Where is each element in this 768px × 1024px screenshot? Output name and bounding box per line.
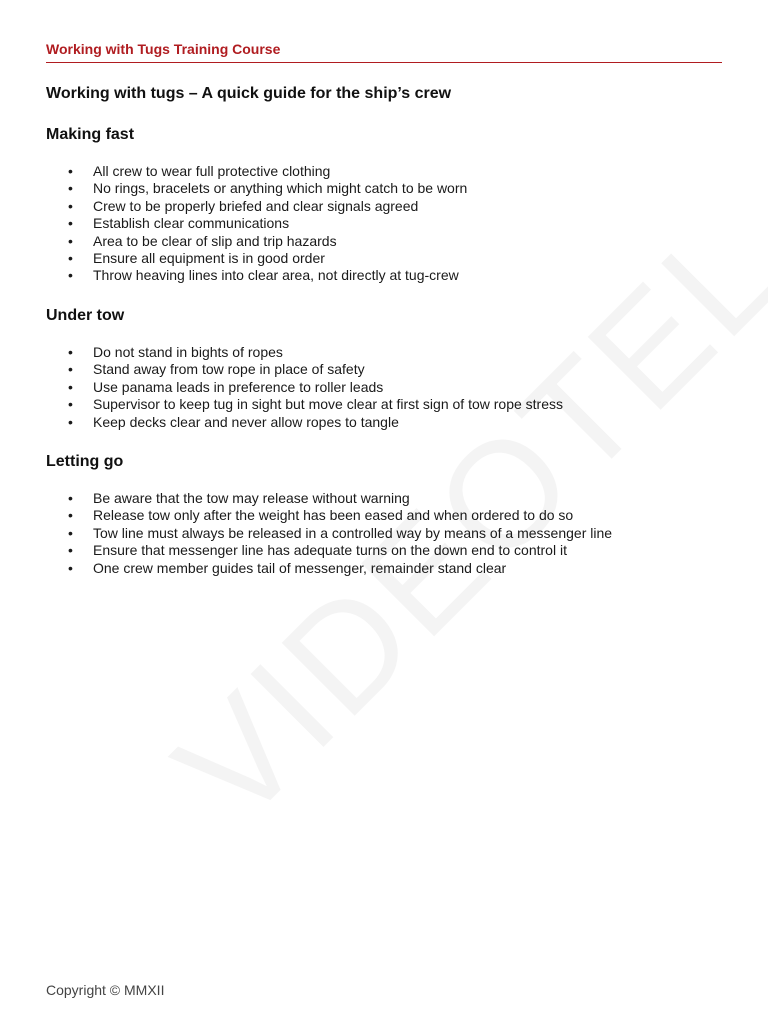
list-item-text: Area to be clear of slip and trip hazards — [93, 232, 337, 249]
list-item-text: Keep decks clear and never allow ropes to tangle — [93, 413, 399, 430]
document-title: Working with tugs – A quick guide for the ship’s crew — [46, 85, 452, 102]
list-item — [46, 396, 726, 413]
bullet-icon: • — [68, 250, 73, 267]
bullet-icon: • — [68, 215, 73, 232]
section-under-tow — [46, 306, 726, 431]
list-item-text: Be aware that the tow may release without warning — [93, 490, 410, 506]
bullet-icon: • — [68, 180, 73, 197]
bullet-icon: • — [68, 267, 73, 284]
bullet-icon: • — [68, 542, 73, 559]
list-item-text: All crew to wear full protective clothing — [93, 163, 331, 179]
list-item — [46, 490, 726, 507]
list-item — [46, 379, 726, 396]
list-item — [46, 267, 726, 284]
list-item-text: Supervisor to keep tug in sight but move clear at first sign of tow rope stress — [93, 396, 563, 413]
bullet-icon: • — [68, 163, 73, 179]
list-item-text: Ensure all equipment is in good order — [93, 250, 325, 267]
list-item — [46, 250, 726, 267]
list-item — [46, 560, 726, 577]
section-making-fast — [46, 125, 726, 285]
header-title: Working with Tugs Training Course — [46, 41, 281, 57]
list-item-text: Throw heaving lines into clear area, not directly at tug-crew — [93, 267, 459, 284]
bullet-icon: • — [68, 559, 73, 576]
list-item-text: Release tow only after the weight has been eased and when ordered to do so — [93, 507, 574, 524]
list-item-text: Crew to be properly briefed and clear signals agreed — [93, 197, 419, 214]
bullet-icon: • — [68, 361, 73, 378]
bullet-icon: • — [68, 524, 73, 541]
bullet-icon: • — [68, 344, 73, 360]
list-item-text: Use panama leads in preference to roller leads — [93, 378, 384, 395]
list-item — [46, 344, 726, 361]
list-item — [46, 180, 726, 197]
list-item — [46, 361, 726, 378]
list-item-text: Do not stand in bights of ropes — [93, 344, 283, 360]
list-item-text: One crew member guides tail of messenger, remainder stand clear — [93, 559, 507, 576]
list-item — [46, 233, 726, 250]
section-heading: Letting go — [46, 453, 124, 470]
list-item-text: Stand away from tow rope in place of safety — [93, 361, 365, 378]
list-item — [46, 163, 726, 180]
list-item-text: Tow line must always be released in a controlled way by means of a messenger line — [93, 524, 613, 541]
section-heading: Making fast — [46, 126, 135, 143]
bullet-icon: • — [68, 413, 73, 430]
bullet-icon: • — [68, 197, 73, 214]
list-item — [46, 525, 726, 542]
list-item — [46, 542, 726, 559]
list-item-text: Establish clear communications — [93, 215, 290, 232]
list-item — [46, 507, 726, 524]
list-item-text: No rings, bracelets or anything which might catch to be worn — [93, 180, 468, 197]
section-letting-go — [46, 452, 726, 577]
list-item — [46, 414, 726, 431]
section-heading: Under tow — [46, 307, 125, 324]
bullet-list — [46, 163, 726, 285]
list-item — [46, 198, 726, 215]
list-item-text: Ensure that messenger line has adequate turns on the down end to control it — [93, 542, 567, 559]
bullet-icon: • — [68, 378, 73, 395]
page-header — [46, 40, 722, 63]
bullet-list — [46, 490, 726, 577]
footer-copyright: Copyright © MMXII — [46, 982, 165, 998]
bullet-icon: • — [68, 490, 73, 506]
list-item — [46, 215, 726, 232]
bullet-list — [46, 344, 726, 431]
bullet-icon: • — [68, 507, 73, 524]
bullet-icon: • — [68, 232, 73, 249]
bullet-icon: • — [68, 396, 73, 413]
